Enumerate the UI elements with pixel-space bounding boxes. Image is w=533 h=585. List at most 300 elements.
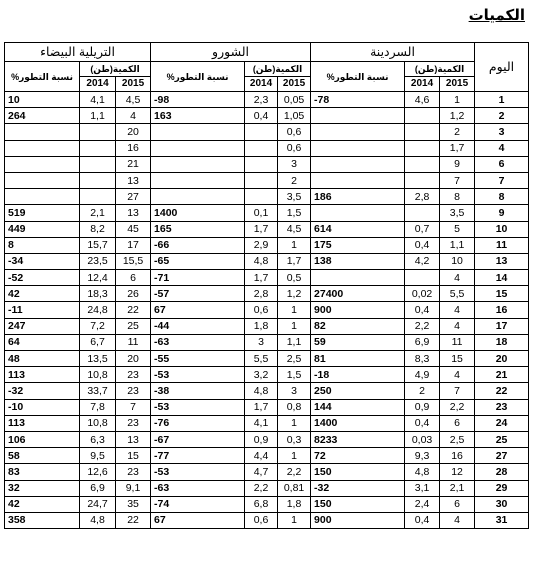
sardine-qty-2014-cell: 4,2 bbox=[405, 253, 440, 269]
trilia-evolution-cell: 264 bbox=[5, 108, 80, 124]
trilia-qty-2014-cell: 24,7 bbox=[80, 496, 116, 512]
sardine-qty-2014-cell bbox=[405, 108, 440, 124]
trilia-qty-2014-cell: 23,5 bbox=[80, 253, 116, 269]
sardine-qty-2015-cell: 12 bbox=[440, 464, 475, 480]
sardine-qty-2014-cell: 0,4 bbox=[405, 302, 440, 318]
sardine-evolution-cell: 8233 bbox=[311, 431, 405, 447]
day-cell: 13 bbox=[475, 253, 529, 269]
quantity-header-sardine: الكمية(طن) bbox=[405, 62, 475, 77]
trilia-qty-2014-cell: 4,8 bbox=[80, 512, 116, 528]
day-cell: 25 bbox=[475, 431, 529, 447]
trilia-qty-2015-cell: 20 bbox=[116, 351, 151, 367]
chourou-qty-2015-cell: 1 bbox=[278, 318, 311, 334]
chourou-qty-2014-cell: 0,4 bbox=[245, 108, 278, 124]
chourou-evolution-cell: -65 bbox=[151, 253, 245, 269]
sardine-qty-2015-cell: 10 bbox=[440, 253, 475, 269]
chourou-evolution-cell bbox=[151, 124, 245, 140]
day-cell: 9 bbox=[475, 205, 529, 221]
sardine-qty-2015-cell: 1,2 bbox=[440, 108, 475, 124]
chourou-evolution-cell: 67 bbox=[151, 302, 245, 318]
chourou-qty-2014-cell: 2,2 bbox=[245, 480, 278, 496]
chourou-evolution-cell: 1400 bbox=[151, 205, 245, 221]
chourou-qty-2014-cell: 4,8 bbox=[245, 253, 278, 269]
sardine-qty-2015-cell: 7 bbox=[440, 383, 475, 399]
sardine-qty-2014-cell: 4,6 bbox=[405, 92, 440, 108]
trilia-evolution-cell bbox=[5, 189, 80, 205]
sardine-evolution-cell bbox=[311, 140, 405, 156]
evolution-header-trilia: نسبة التطور% bbox=[5, 62, 80, 92]
sardine-evolution-cell: -78 bbox=[311, 92, 405, 108]
sardine-evolution-cell: 59 bbox=[311, 334, 405, 350]
sardine-evolution-cell: -32 bbox=[311, 480, 405, 496]
day-cell: 27 bbox=[475, 448, 529, 464]
trilia-qty-2015-cell: 23 bbox=[116, 415, 151, 431]
chourou-qty-2015-cell: 2 bbox=[278, 172, 311, 188]
trilia-qty-2015-cell: 9,1 bbox=[116, 480, 151, 496]
sardine-evolution-cell bbox=[311, 205, 405, 221]
sardine-qty-2015-cell: 2,2 bbox=[440, 399, 475, 415]
chourou-qty-2014-cell: 2,8 bbox=[245, 286, 278, 302]
quantities-table bbox=[4, 42, 529, 529]
chourou-qty-2015-cell: 0,5 bbox=[278, 270, 311, 286]
trilia-evolution-cell bbox=[5, 156, 80, 172]
chourou-qty-2015-cell: 3,5 bbox=[278, 189, 311, 205]
sardine-qty-2014-cell bbox=[405, 140, 440, 156]
sardine-qty-2015-cell: 4 bbox=[440, 512, 475, 528]
chourou-qty-2014-cell: 4,7 bbox=[245, 464, 278, 480]
trilia-evolution-cell: 106 bbox=[5, 431, 80, 447]
chourou-qty-2015-cell: 2,2 bbox=[278, 464, 311, 480]
table-row bbox=[5, 286, 529, 302]
sardine-qty-2014-cell: 2,8 bbox=[405, 189, 440, 205]
trilia-qty-2015-cell: 11 bbox=[116, 334, 151, 350]
sardine-qty-2014-cell: 0,02 bbox=[405, 286, 440, 302]
trilia-qty-2014-cell: 10,8 bbox=[80, 415, 116, 431]
table-row bbox=[5, 270, 529, 286]
trilia-evolution-cell bbox=[5, 140, 80, 156]
sardine-evolution-cell: 900 bbox=[311, 512, 405, 528]
chourou-evolution-cell bbox=[151, 189, 245, 205]
evolution-header-chourou: نسبة التطور% bbox=[151, 62, 245, 92]
table-row bbox=[5, 189, 529, 205]
chourou-qty-2014-cell: 4,8 bbox=[245, 383, 278, 399]
chourou-evolution-cell: -76 bbox=[151, 415, 245, 431]
day-cell: 29 bbox=[475, 480, 529, 496]
day-cell: 7 bbox=[475, 172, 529, 188]
trilia-qty-2014-cell: 2,1 bbox=[80, 205, 116, 221]
table-row bbox=[5, 108, 529, 124]
year-2015-header-sardine: 2015 bbox=[440, 77, 475, 92]
chourou-evolution-cell bbox=[151, 140, 245, 156]
chourou-qty-2015-cell: 0,3 bbox=[278, 431, 311, 447]
chourou-evolution-cell: 165 bbox=[151, 221, 245, 237]
sardine-qty-2015-cell: 6 bbox=[440, 496, 475, 512]
chourou-qty-2015-cell: 0,6 bbox=[278, 140, 311, 156]
sardine-qty-2015-cell: 7 bbox=[440, 172, 475, 188]
table-row bbox=[5, 415, 529, 431]
sardine-qty-2015-cell: 4 bbox=[440, 367, 475, 383]
product-header-chourou: الشورو bbox=[151, 43, 311, 62]
trilia-evolution-cell: 113 bbox=[5, 367, 80, 383]
chourou-evolution-cell: -55 bbox=[151, 351, 245, 367]
sardine-evolution-cell: 150 bbox=[311, 496, 405, 512]
chourou-qty-2014-cell: 1,7 bbox=[245, 221, 278, 237]
trilia-qty-2014-cell: 1,1 bbox=[80, 108, 116, 124]
trilia-qty-2014-cell: 8,2 bbox=[80, 221, 116, 237]
chourou-qty-2014-cell bbox=[245, 140, 278, 156]
trilia-qty-2015-cell: 13 bbox=[116, 431, 151, 447]
sardine-qty-2014-cell: 0,4 bbox=[405, 237, 440, 253]
chourou-qty-2014-cell: 3,2 bbox=[245, 367, 278, 383]
trilia-qty-2015-cell: 17 bbox=[116, 237, 151, 253]
day-cell: 15 bbox=[475, 286, 529, 302]
trilia-qty-2014-cell: 15,7 bbox=[80, 237, 116, 253]
chourou-qty-2015-cell: 1,05 bbox=[278, 108, 311, 124]
table-row bbox=[5, 92, 529, 108]
sardine-evolution-cell: 250 bbox=[311, 383, 405, 399]
sardine-qty-2015-cell: 1,1 bbox=[440, 237, 475, 253]
chourou-qty-2014-cell: 1,8 bbox=[245, 318, 278, 334]
chourou-evolution-cell: -53 bbox=[151, 367, 245, 383]
sardine-qty-2014-cell: 8,3 bbox=[405, 351, 440, 367]
day-cell: 31 bbox=[475, 512, 529, 528]
sardine-qty-2015-cell: 8 bbox=[440, 189, 475, 205]
chourou-evolution-cell: -38 bbox=[151, 383, 245, 399]
sardine-evolution-cell: 144 bbox=[311, 399, 405, 415]
day-cell: 4 bbox=[475, 140, 529, 156]
table-row bbox=[5, 512, 529, 528]
chourou-qty-2014-cell: 1,7 bbox=[245, 399, 278, 415]
trilia-qty-2014-cell: 6,3 bbox=[80, 431, 116, 447]
table-row bbox=[5, 205, 529, 221]
chourou-evolution-cell: -98 bbox=[151, 92, 245, 108]
product-header-sardine: السردينة bbox=[311, 43, 475, 62]
trilia-qty-2015-cell: 13 bbox=[116, 172, 151, 188]
trilia-qty-2015-cell: 27 bbox=[116, 189, 151, 205]
day-cell: 28 bbox=[475, 464, 529, 480]
chourou-evolution-cell: 67 bbox=[151, 512, 245, 528]
header-row-measures bbox=[5, 62, 529, 77]
chourou-qty-2015-cell: 1,8 bbox=[278, 496, 311, 512]
trilia-evolution-cell: -10 bbox=[5, 399, 80, 415]
year-2015-header-chourou: 2015 bbox=[278, 77, 311, 92]
chourou-qty-2015-cell: 1 bbox=[278, 302, 311, 318]
sardine-qty-2015-cell: 5,5 bbox=[440, 286, 475, 302]
sardine-qty-2015-cell: 4 bbox=[440, 270, 475, 286]
day-cell: 8 bbox=[475, 189, 529, 205]
trilia-qty-2015-cell: 20 bbox=[116, 124, 151, 140]
chourou-qty-2014-cell: 0,6 bbox=[245, 512, 278, 528]
chourou-qty-2015-cell: 1,2 bbox=[278, 286, 311, 302]
chourou-qty-2015-cell: 0,8 bbox=[278, 399, 311, 415]
sardine-qty-2014-cell: 4,9 bbox=[405, 367, 440, 383]
sardine-qty-2014-cell: 2,2 bbox=[405, 318, 440, 334]
chourou-qty-2015-cell: 1,1 bbox=[278, 334, 311, 350]
trilia-qty-2015-cell: 35 bbox=[116, 496, 151, 512]
chourou-qty-2015-cell: 3 bbox=[278, 156, 311, 172]
year-2014-header-trilia: 2014 bbox=[80, 77, 116, 92]
sardine-evolution-cell: 138 bbox=[311, 253, 405, 269]
trilia-qty-2015-cell: 23 bbox=[116, 367, 151, 383]
trilia-evolution-cell: -52 bbox=[5, 270, 80, 286]
day-cell: 18 bbox=[475, 334, 529, 350]
sardine-evolution-cell bbox=[311, 108, 405, 124]
trilia-evolution-cell: 32 bbox=[5, 480, 80, 496]
sardine-qty-2014-cell: 0,4 bbox=[405, 415, 440, 431]
trilia-qty-2015-cell: 4,5 bbox=[116, 92, 151, 108]
trilia-evolution-cell: 64 bbox=[5, 334, 80, 350]
sardine-qty-2014-cell: 0,03 bbox=[405, 431, 440, 447]
trilia-qty-2014-cell: 6,9 bbox=[80, 480, 116, 496]
table-row bbox=[5, 156, 529, 172]
chourou-qty-2014-cell: 4,4 bbox=[245, 448, 278, 464]
chourou-qty-2015-cell: 1 bbox=[278, 448, 311, 464]
sardine-qty-2015-cell: 3,5 bbox=[440, 205, 475, 221]
sardine-evolution-cell: 186 bbox=[311, 189, 405, 205]
trilia-qty-2015-cell: 13 bbox=[116, 205, 151, 221]
trilia-qty-2014-cell: 7,8 bbox=[80, 399, 116, 415]
trilia-evolution-cell: 10 bbox=[5, 92, 80, 108]
table-row bbox=[5, 399, 529, 415]
trilia-evolution-cell: 58 bbox=[5, 448, 80, 464]
chourou-qty-2015-cell: 1,5 bbox=[278, 367, 311, 383]
sardine-evolution-cell: 150 bbox=[311, 464, 405, 480]
chourou-evolution-cell: -63 bbox=[151, 480, 245, 496]
sardine-qty-2014-cell: 0,7 bbox=[405, 221, 440, 237]
sardine-qty-2015-cell: 11 bbox=[440, 334, 475, 350]
trilia-qty-2015-cell: 6 bbox=[116, 270, 151, 286]
sardine-qty-2015-cell: 2 bbox=[440, 124, 475, 140]
chourou-qty-2014-cell: 2,9 bbox=[245, 237, 278, 253]
trilia-evolution-cell: 519 bbox=[5, 205, 80, 221]
trilia-qty-2014-cell: 10,8 bbox=[80, 367, 116, 383]
chourou-evolution-cell: -63 bbox=[151, 334, 245, 350]
chourou-qty-2014-cell: 0,6 bbox=[245, 302, 278, 318]
trilia-evolution-cell: 8 bbox=[5, 237, 80, 253]
day-cell: 16 bbox=[475, 302, 529, 318]
chourou-qty-2014-cell: 0,9 bbox=[245, 431, 278, 447]
sardine-evolution-cell bbox=[311, 156, 405, 172]
table-row bbox=[5, 172, 529, 188]
day-column-header: اليوم bbox=[475, 43, 529, 92]
chourou-qty-2015-cell: 1 bbox=[278, 237, 311, 253]
trilia-evolution-cell: 247 bbox=[5, 318, 80, 334]
trilia-evolution-cell: -11 bbox=[5, 302, 80, 318]
sardine-evolution-cell: 900 bbox=[311, 302, 405, 318]
trilia-qty-2015-cell: 16 bbox=[116, 140, 151, 156]
evolution-header-sardine: نسبة التطور% bbox=[311, 62, 405, 92]
trilia-evolution-cell: 48 bbox=[5, 351, 80, 367]
table-row bbox=[5, 221, 529, 237]
sardine-qty-2014-cell: 0,9 bbox=[405, 399, 440, 415]
sardine-qty-2014-cell: 0,4 bbox=[405, 512, 440, 528]
year-2014-header-chourou: 2014 bbox=[245, 77, 278, 92]
trilia-qty-2014-cell: 12,6 bbox=[80, 464, 116, 480]
page-title: الكميات bbox=[468, 7, 525, 24]
trilia-qty-2015-cell: 15 bbox=[116, 448, 151, 464]
table-row bbox=[5, 496, 529, 512]
chourou-qty-2014-cell: 4,1 bbox=[245, 415, 278, 431]
table-row bbox=[5, 253, 529, 269]
chourou-qty-2015-cell: 4,5 bbox=[278, 221, 311, 237]
sardine-qty-2014-cell bbox=[405, 124, 440, 140]
trilia-evolution-cell: 42 bbox=[5, 496, 80, 512]
quantity-header-chourou: الكمية(طن) bbox=[245, 62, 311, 77]
sardine-qty-2015-cell: 1,7 bbox=[440, 140, 475, 156]
chourou-qty-2014-cell bbox=[245, 189, 278, 205]
sardine-qty-2014-cell bbox=[405, 270, 440, 286]
chourou-qty-2015-cell: 0,05 bbox=[278, 92, 311, 108]
sardine-evolution-cell: 614 bbox=[311, 221, 405, 237]
year-2015-header-trilia: 2015 bbox=[116, 77, 151, 92]
chourou-qty-2015-cell: 2,5 bbox=[278, 351, 311, 367]
sardine-qty-2015-cell: 9 bbox=[440, 156, 475, 172]
chourou-qty-2014-cell: 3 bbox=[245, 334, 278, 350]
trilia-evolution-cell: 42 bbox=[5, 286, 80, 302]
sardine-qty-2014-cell: 9,3 bbox=[405, 448, 440, 464]
trilia-qty-2014-cell: 7,2 bbox=[80, 318, 116, 334]
sardine-qty-2014-cell: 6,9 bbox=[405, 334, 440, 350]
table-row bbox=[5, 334, 529, 350]
table-row bbox=[5, 448, 529, 464]
chourou-qty-2014-cell: 5,5 bbox=[245, 351, 278, 367]
chourou-evolution-cell: -67 bbox=[151, 431, 245, 447]
sardine-qty-2014-cell bbox=[405, 172, 440, 188]
trilia-qty-2014-cell bbox=[80, 172, 116, 188]
trilia-evolution-cell: -34 bbox=[5, 253, 80, 269]
sardine-qty-2014-cell: 3,1 bbox=[405, 480, 440, 496]
trilia-qty-2014-cell: 33,7 bbox=[80, 383, 116, 399]
chourou-evolution-cell: -74 bbox=[151, 496, 245, 512]
sardine-qty-2015-cell: 16 bbox=[440, 448, 475, 464]
day-cell: 14 bbox=[475, 270, 529, 286]
trilia-qty-2014-cell bbox=[80, 124, 116, 140]
sardine-qty-2014-cell: 4,8 bbox=[405, 464, 440, 480]
day-cell: 23 bbox=[475, 399, 529, 415]
chourou-qty-2015-cell: 1 bbox=[278, 415, 311, 431]
chourou-qty-2014-cell bbox=[245, 172, 278, 188]
sardine-qty-2015-cell: 2,5 bbox=[440, 431, 475, 447]
sardine-qty-2015-cell: 5 bbox=[440, 221, 475, 237]
sardine-qty-2015-cell: 4 bbox=[440, 302, 475, 318]
chourou-evolution-cell: 163 bbox=[151, 108, 245, 124]
chourou-evolution-cell: -77 bbox=[151, 448, 245, 464]
table-row bbox=[5, 140, 529, 156]
trilia-evolution-cell: 83 bbox=[5, 464, 80, 480]
table-row bbox=[5, 367, 529, 383]
day-cell: 10 bbox=[475, 221, 529, 237]
sardine-evolution-cell: 82 bbox=[311, 318, 405, 334]
sardine-evolution-cell bbox=[311, 172, 405, 188]
trilia-qty-2015-cell: 21 bbox=[116, 156, 151, 172]
trilia-qty-2015-cell: 45 bbox=[116, 221, 151, 237]
table-row bbox=[5, 124, 529, 140]
chourou-evolution-cell bbox=[151, 172, 245, 188]
trilia-qty-2014-cell: 24,8 bbox=[80, 302, 116, 318]
chourou-qty-2015-cell: 1,7 bbox=[278, 253, 311, 269]
trilia-qty-2014-cell: 18,3 bbox=[80, 286, 116, 302]
trilia-evolution-cell: 113 bbox=[5, 415, 80, 431]
day-cell: 17 bbox=[475, 318, 529, 334]
trilia-evolution-cell: -32 bbox=[5, 383, 80, 399]
trilia-evolution-cell: 358 bbox=[5, 512, 80, 528]
trilia-qty-2015-cell: 22 bbox=[116, 302, 151, 318]
product-header-trilia: التريلية البيضاء bbox=[5, 43, 151, 62]
trilia-qty-2015-cell: 25 bbox=[116, 318, 151, 334]
chourou-qty-2014-cell bbox=[245, 124, 278, 140]
sardine-evolution-cell bbox=[311, 270, 405, 286]
day-cell: 3 bbox=[475, 124, 529, 140]
sardine-evolution-cell: -18 bbox=[311, 367, 405, 383]
table-row bbox=[5, 237, 529, 253]
trilia-qty-2015-cell: 23 bbox=[116, 464, 151, 480]
trilia-evolution-cell bbox=[5, 172, 80, 188]
chourou-qty-2014-cell bbox=[245, 156, 278, 172]
table-row bbox=[5, 383, 529, 399]
trilia-qty-2015-cell: 26 bbox=[116, 286, 151, 302]
sardine-qty-2015-cell: 15 bbox=[440, 351, 475, 367]
table-row bbox=[5, 480, 529, 496]
chourou-qty-2014-cell: 1,7 bbox=[245, 270, 278, 286]
trilia-qty-2015-cell: 7 bbox=[116, 399, 151, 415]
quantity-header-trilia: الكمية(طن) bbox=[80, 62, 151, 77]
year-2014-header-sardine: 2014 bbox=[405, 77, 440, 92]
day-cell: 30 bbox=[475, 496, 529, 512]
chourou-evolution-cell: -71 bbox=[151, 270, 245, 286]
day-cell: 11 bbox=[475, 237, 529, 253]
sardine-evolution-cell: 27400 bbox=[311, 286, 405, 302]
sardine-evolution-cell: 1400 bbox=[311, 415, 405, 431]
header-row-products bbox=[5, 43, 529, 62]
sardine-qty-2014-cell bbox=[405, 205, 440, 221]
sardine-qty-2014-cell bbox=[405, 156, 440, 172]
sardine-evolution-cell: 81 bbox=[311, 351, 405, 367]
table-body bbox=[5, 92, 529, 529]
sardine-qty-2015-cell: 6 bbox=[440, 415, 475, 431]
trilia-qty-2014-cell: 4,1 bbox=[80, 92, 116, 108]
table-row bbox=[5, 351, 529, 367]
table-row bbox=[5, 464, 529, 480]
sardine-evolution-cell bbox=[311, 124, 405, 140]
trilia-qty-2014-cell: 6,7 bbox=[80, 334, 116, 350]
chourou-evolution-cell: -53 bbox=[151, 399, 245, 415]
chourou-qty-2014-cell: 2,3 bbox=[245, 92, 278, 108]
chourou-evolution-cell: -53 bbox=[151, 464, 245, 480]
sardine-qty-2015-cell: 4 bbox=[440, 318, 475, 334]
table-row bbox=[5, 318, 529, 334]
day-cell: 24 bbox=[475, 415, 529, 431]
trilia-qty-2014-cell bbox=[80, 140, 116, 156]
chourou-evolution-cell: -66 bbox=[151, 237, 245, 253]
trilia-evolution-cell bbox=[5, 124, 80, 140]
trilia-evolution-cell: 449 bbox=[5, 221, 80, 237]
sardine-qty-2014-cell: 2,4 bbox=[405, 496, 440, 512]
day-cell: 22 bbox=[475, 383, 529, 399]
day-cell: 6 bbox=[475, 156, 529, 172]
chourou-qty-2014-cell: 0,1 bbox=[245, 205, 278, 221]
chourou-qty-2015-cell: 3 bbox=[278, 383, 311, 399]
table-row bbox=[5, 431, 529, 447]
header-row-years bbox=[5, 77, 529, 92]
chourou-evolution-cell: -44 bbox=[151, 318, 245, 334]
day-cell: 2 bbox=[475, 108, 529, 124]
chourou-evolution-cell: -57 bbox=[151, 286, 245, 302]
trilia-qty-2014-cell: 9,5 bbox=[80, 448, 116, 464]
chourou-evolution-cell bbox=[151, 156, 245, 172]
table-row bbox=[5, 302, 529, 318]
day-cell: 21 bbox=[475, 367, 529, 383]
sardine-evolution-cell: 72 bbox=[311, 448, 405, 464]
